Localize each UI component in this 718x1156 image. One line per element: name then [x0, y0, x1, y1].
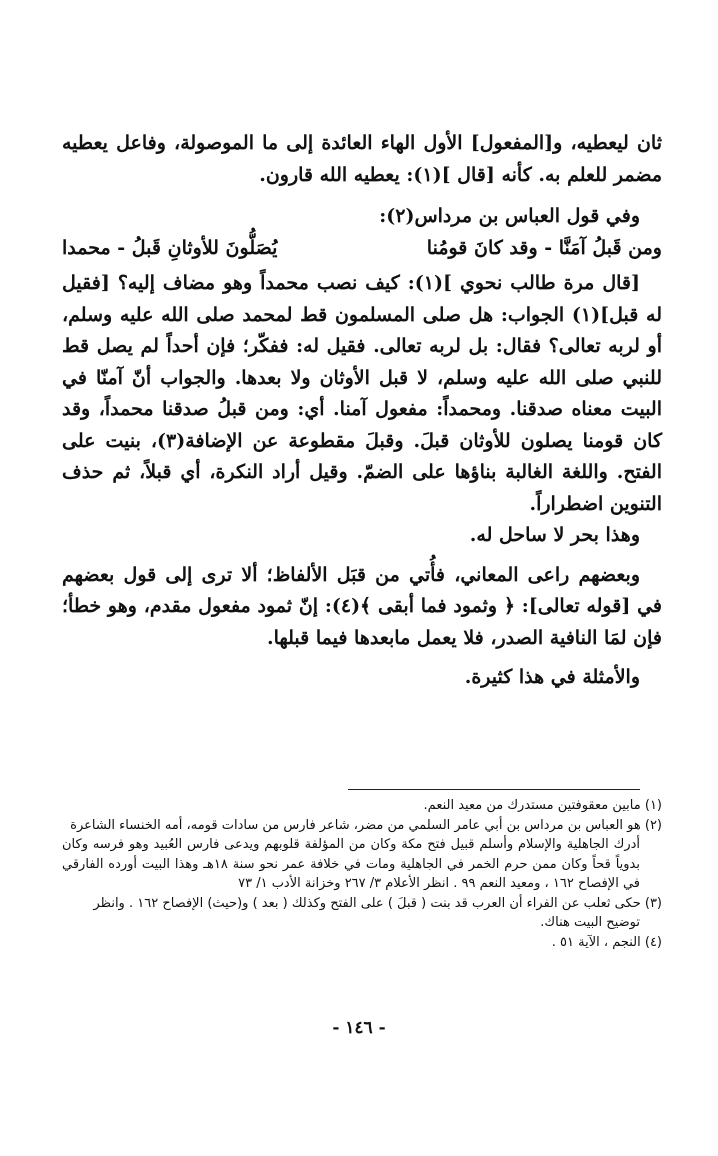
footnote-2-continuation: أدرك الجاهلية والإسلام وأسلم قبيل فتح مكة وكان من المؤلفة قلوبهم ويدعى فارس العُبيد وهو فرسه وكان بدوياً قحاً وكان ممن حرم الخمر في الجاهلية ومات في خلافة عمر نحو سنة ١٨هـ وهذا البيت أورده الفارقي في الإفصاح ١٦٢ ، ومعيد النعم ٩٩ . انظر الأعلام ٣/ ٢٦٧ وخزانة الأدب ١/ ٧٣ — [62, 837, 640, 891]
footnote-3-continuation: توضيح البيت هناك. — [540, 915, 640, 930]
footnote-separator — [348, 789, 640, 790]
main-text — [62, 128, 662, 694]
paragraph-examples: والأمثلة في هذا كثيرة. — [464, 666, 640, 688]
verse-hemistich-second: يُصَلُّونَ للأوثانِ قَبلُ - محمدا — [62, 236, 278, 259]
paragraph-short-remark: وهذا بحر لا ساحل له. — [469, 524, 640, 546]
paragraph-discussion: [قال مرة طالب نحوي ](١): كيف نصب محمداً وهو مضاف إليه؟ [فقيل له قبل](١) الجواب: هل صلى المسلمون قط لمحمد صلى الله عليه وسلم، أو لربه تعالى؟ فقال: بل لربه تعالى. فقيل له: ففكّر؛ فإن أحداً لم يصل قط للنبي صلى الله عليه وسلم، لا قبل الأوثان ولا بعدها. والجواب أنّ آمنّا في البيت معناه صدقنا. ومحمداً: مفعول آمنا. أي: ومن قبلُ صدقنا محمداً، وقد كان قومنا يصلون للأوثان قبلَ. وقبلَ مقطوعة عن الإضافة(٣)، بنيت على الفتح. واللغة الغالبة بناؤها على الضمّ. وقيل أراد النكرة، أي قبلاً، ثم حذف التنوين اضطراراً. — [62, 272, 662, 515]
paragraph-meaning: وبعضهم راعى المعاني، فأُتي من قبَل الألفاظ؛ ألا ترى إلى قول بعضهم في [قوله تعالى]: ﴿ وثمود فما أبقى ﴾(٤): إنّ ثمود مفعول مقدم، وهو خطأ؛ فإن لمَا النافية الصدر، فلا يعمل مابعدها فيما قبلها. — [62, 563, 662, 649]
footnote-2: (٢) هو العباس بن مرداس بن أبي عامر السلمي من مضر، شاعر فارس من سادات قومه، أمه الخنساء الشاعرة — [70, 817, 662, 833]
paragraph-1: ثان ليعطيه، و[المفعول] الأول الهاء العائدة إلى ما الموصولة، وفاعل يعطيه مضمر للعلم به. كأنه [قال ](١): يعطيه الله قارون. — [62, 132, 662, 186]
verse-hemistich-first: ومن قَبلُ آمَنَّا - وقد كانَ قومُنا — [426, 236, 662, 259]
poetry-verse — [62, 233, 662, 269]
footnote-1: (١) مابين معقوفتين مستدرك من معيد النعم. — [423, 798, 662, 813]
footnote-4: (٤) النجم ، الآية ٥١ . — [551, 934, 662, 950]
page-number: - ١٤٦ - — [332, 1018, 386, 1038]
footnotes — [62, 796, 662, 952]
paragraph-verse-intro: وفي قول العباس بن مرداس(٢): — [379, 205, 640, 227]
footnote-3: (٣) حكى ثعلب عن الفراء أن العرب قد بنت ( قبلَ ) على الفتح وكذلك ( بعد ) و(حيث) الإفصاح ١٦٢ . وانظر — [93, 895, 662, 911]
